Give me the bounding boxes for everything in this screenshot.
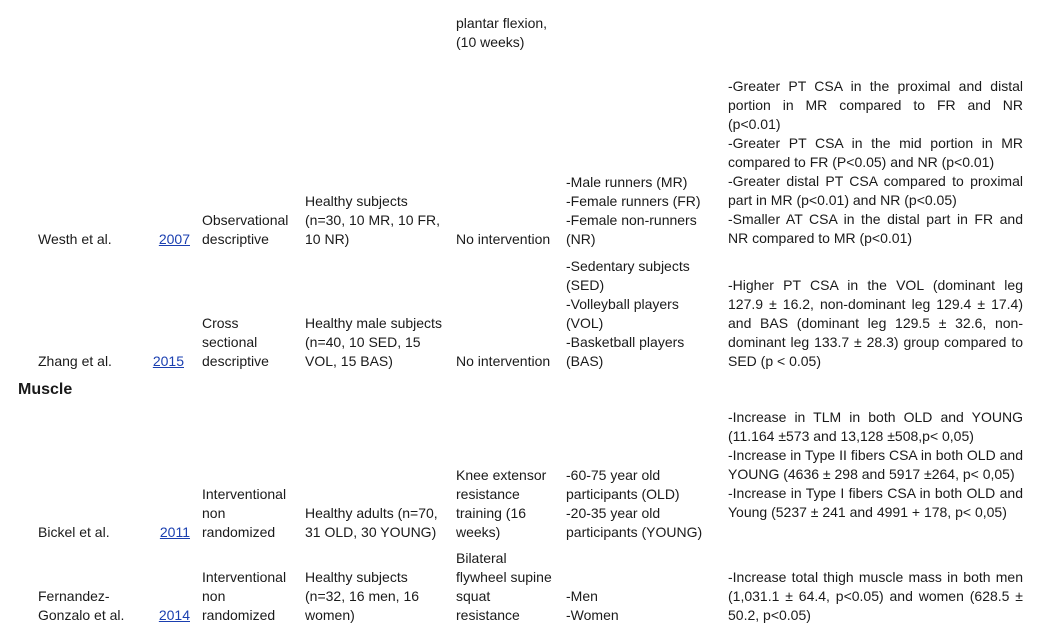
author-cell: Bickel et al. [38, 524, 110, 540]
year-link[interactable]: 2011 [159, 524, 190, 540]
author-cell: Zhang et al. [38, 353, 112, 369]
design-cell: Interventional non randomized [202, 486, 287, 540]
groups-cell: -60-75 year old participants (OLD) -20-35 year old participants (YOUNG) [566, 467, 703, 540]
design-cell: Cross sectional descriptive [202, 315, 269, 369]
year-link[interactable]: 2007 [158, 231, 190, 247]
design-cell: Interventional non randomized [202, 569, 287, 623]
results-cell: -Increase in TLM in both OLD and YOUNG (11.164 ±573 and 13,128 ±508,p< 0,05) -Increase in Type II fibers CSA in both OLD and YOUNG (4636 ± 298 and 5917 ±264, p< 0,05) -Increase in Type I fibers CSA in both OLD and Young (5237 ± 241 and 4991 + 178, p< 0,05) [728, 409, 1023, 520]
year-link[interactable]: 2014 [158, 607, 190, 623]
groups-cell: -Sedentary subjects (SED) -Volleyball players (VOL) -Basketball players (BAS) [566, 258, 690, 369]
groups-cell: -Male runners (MR) -Female runners (FR) -Female non-runners (NR) [566, 174, 701, 247]
intervention-cell: Bilateral flywheel supine squat resistance [456, 550, 552, 623]
groups-cell: -Men -Women [566, 588, 619, 623]
intervention-cell: Knee extensor resistance training (16 weeks) [456, 467, 547, 540]
intervention-cell: No intervention [456, 231, 551, 247]
intervention-cell: No intervention [456, 353, 551, 369]
subjects-cell: Healthy adults (n=70, 31 OLD, 30 YOUNG) [305, 505, 438, 540]
year-link[interactable]: 2015 [152, 353, 184, 369]
section-heading-muscle: Muscle [18, 381, 73, 398]
design-cell: Observational descriptive [202, 212, 289, 247]
subjects-cell: Healthy male subjects (n=40, 10 SED, 15 VOL, 15 BAS) [305, 315, 442, 369]
results-cell: -Increase total thigh muscle mass in both men (1,031.1 ± 64.4, p<0.05) and women (628.5 ± 50.2, p<0.05) [728, 569, 1023, 623]
intervention-cell: plantar flexion, (10 weeks) [456, 15, 548, 50]
subjects-cell: Healthy subjects (n=30, 10 MR, 10 FR, 10 NR) [305, 193, 441, 247]
author-cell: Fernandez- Gonzalo et al. [38, 588, 125, 623]
author-cell: Westh et al. [38, 231, 112, 247]
results-cell: -Higher PT CSA in the VOL (dominant leg 127.9 ± 16.2, non-dominant leg 129.4 ± 17.4) and BAS (dominant leg 129.5 ± 32.6, non-dominant leg 133.7 ± 28.3) group compared to SED (p < 0.05) [728, 277, 1023, 369]
subjects-cell: Healthy subjects (n=32, 16 men, 16 women) [305, 569, 420, 623]
results-cell: -Greater PT CSA in the proximal and distal portion in MR compared to FR and NR (p<0.01) -Greater PT CSA in the mid portion in MR compared to FR (P<0.05) and NR (p<0.01) -Greater distal PT CSA compared to proximal part in MR (p<0.01) and NR (p<0.05) -Smaller AT CSA in the distal part in FR and NR compared to MR (p<0.01) [728, 78, 1023, 246]
